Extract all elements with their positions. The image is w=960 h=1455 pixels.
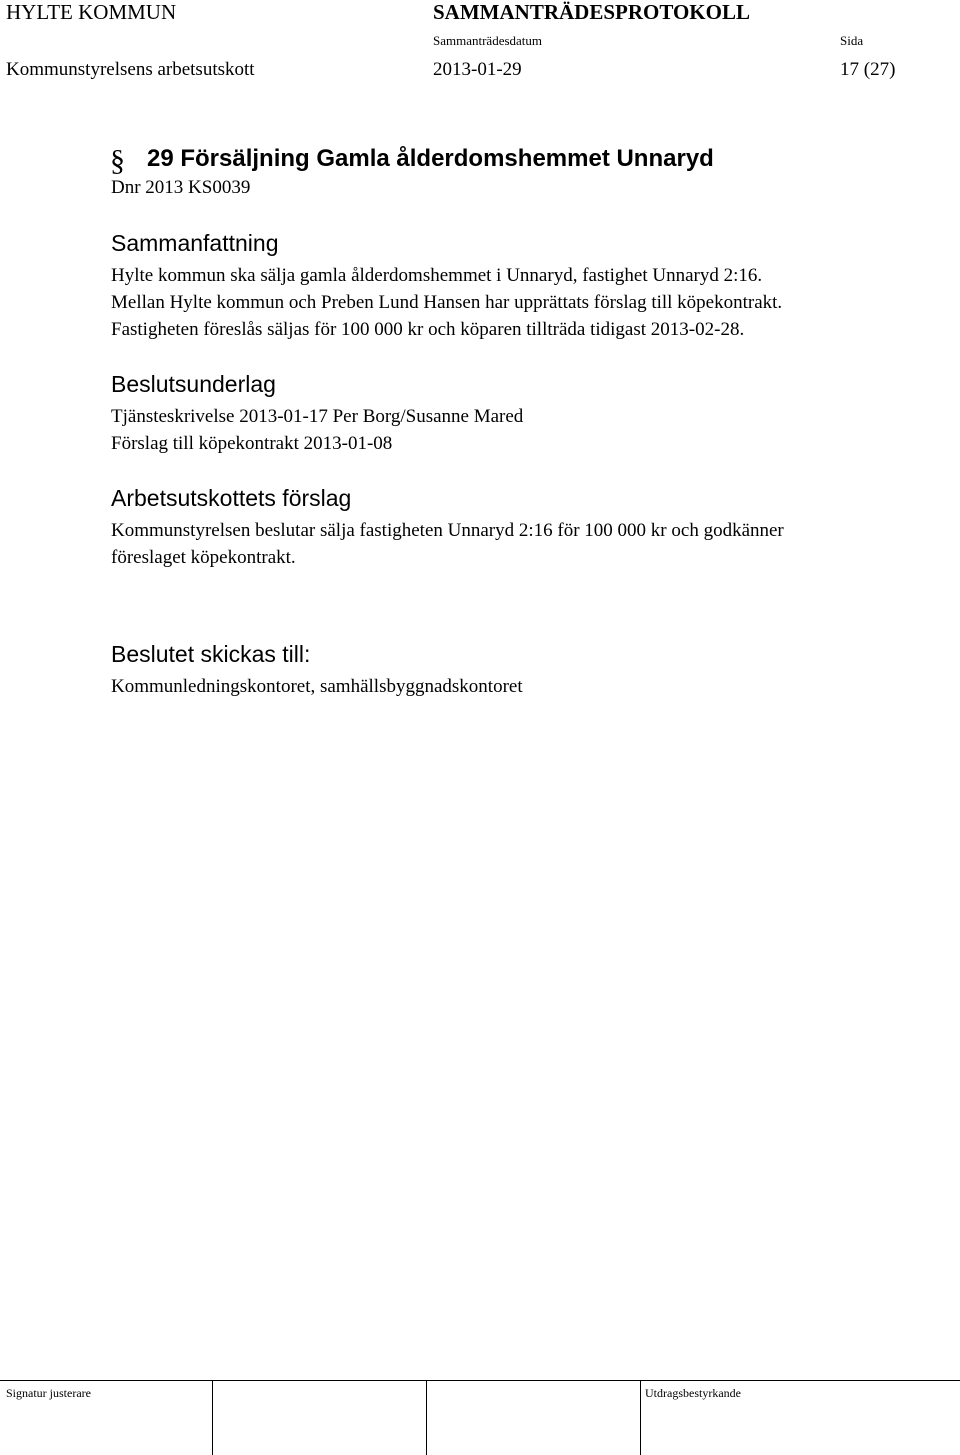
basis-line: Förslag till köpekontrakt 2013-01-08 (111, 433, 393, 454)
page-number: 17 (27) (840, 59, 896, 80)
recipients-text (111, 673, 523, 700)
proposal-text (111, 517, 784, 571)
summary-line: Hylte kommun ska sälja gamla ålderdomshemmet i Unnaryd, fastighet Unnaryd 2:16. (111, 265, 763, 286)
basis-text (111, 403, 523, 457)
basis-heading: Beslutsunderlag (111, 371, 276, 397)
summary-line: Mellan Hylte kommun och Preben Lund Hansen har upprättats förslag till köpekontrakt. (111, 292, 783, 313)
summary-text (111, 262, 782, 343)
proposal-line: Kommunstyrelsen beslutar sälja fastigheten Unnaryd 2:16 för 100 000 kr och godkänner (111, 520, 784, 541)
paragraph-title: 29 Försäljning Gamla ålderdomshemmet Unnaryd (147, 145, 714, 172)
recipients-heading: Beslutet skickas till: (111, 641, 311, 667)
summary-heading: Sammanfattning (111, 230, 279, 256)
summary-line: Fastigheten föreslås säljas för 100 000 kr och köparen tillträda tidigast 2013-02-28. (111, 319, 745, 340)
signature-cell-divider (640, 1381, 641, 1455)
signature-footer (0, 1380, 960, 1455)
proposal-heading: Arbetsutskottets förslag (111, 485, 352, 511)
organization-name: HYLTE KOMMUN (6, 0, 177, 24)
proposal-line: föreslaget köpekontrakt. (111, 547, 296, 568)
signature-label: Signatur justerare (6, 1386, 91, 1400)
case-number: Dnr 2013 KS0039 (111, 177, 251, 198)
meeting-date-label: Sammanträdesdatum (433, 33, 543, 48)
basis-line: Tjänsteskrivelse 2013-01-17 Per Borg/Susanne Mared (111, 406, 524, 427)
page-label: Sida (840, 33, 864, 48)
recipients-line: Kommunledningskontoret, samhällsbyggnadskontoret (111, 676, 523, 697)
committee-name: Kommunstyrelsens arbetsutskott (6, 59, 255, 80)
section-symbol: § (110, 144, 125, 177)
signature-cell-divider (212, 1381, 213, 1455)
meeting-date: 2013-01-29 (433, 59, 522, 80)
extract-certification-label: Utdragsbestyrkande (645, 1386, 741, 1400)
document-type: SAMMANTRÄDESPROTOKOLL (433, 0, 750, 24)
signature-cell-divider (426, 1381, 427, 1455)
